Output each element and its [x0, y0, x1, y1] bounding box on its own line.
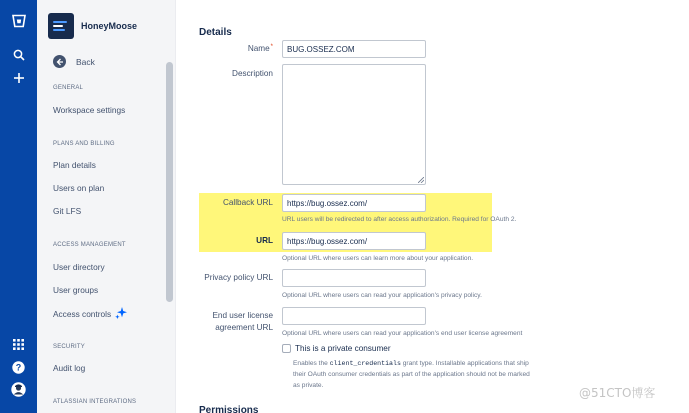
workspace-name: HoneyMoose — [81, 21, 138, 31]
workspace-header[interactable] — [48, 13, 137, 39]
svg-text:?: ? — [15, 362, 22, 373]
settings-sidebar — [37, 0, 176, 413]
section-title-details: Details — [199, 27, 232, 38]
eula-label-line1: End user license — [212, 311, 273, 320]
private-help-line1-suffix: grant type. Installable applications that ship — [402, 360, 529, 367]
sidebar-item-access-controls[interactable] — [53, 307, 127, 321]
callback-url-label: Callback URL — [222, 198, 273, 207]
name-label — [248, 44, 273, 53]
url-input[interactable]: https://bug.ossez.com/ — [282, 232, 426, 250]
url-label: URL — [256, 236, 273, 245]
global-nav — [0, 0, 37, 413]
sidebar-item-plan-details[interactable]: Plan details — [53, 160, 96, 170]
watermark: @51CTO博客 — [579, 386, 656, 400]
user-avatar-icon[interactable] — [0, 378, 37, 400]
access-management-heading: ACCESS MANAGEMENT — [53, 242, 126, 248]
search-icon[interactable] — [0, 44, 37, 66]
private-consumer-row[interactable] — [282, 344, 391, 353]
back-button[interactable] — [53, 55, 95, 68]
sidebar-item-users-on-plan[interactable]: Users on plan — [53, 183, 105, 193]
oauth-consumer-form — [177, 0, 689, 413]
create-plus-icon[interactable] — [0, 67, 37, 89]
general-heading: GENERAL — [53, 85, 84, 91]
private-help-prefix: Enables the — [293, 360, 328, 367]
resize-handle-icon[interactable] — [418, 177, 424, 183]
url-help: Optional URL where users can learn more about your application. — [282, 255, 474, 262]
plans-billing-heading: PLANS AND BILLING — [53, 141, 115, 147]
workspace-avatar — [48, 13, 74, 39]
sidebar-item-workspace-settings[interactable]: Workspace settings — [53, 105, 126, 115]
description-label: Description — [232, 69, 273, 78]
atlassian-integrations-heading: ATLASSIAN INTEGRATIONS — [53, 399, 137, 405]
sidebar-scrollbar[interactable] — [166, 62, 173, 302]
description-textarea[interactable] — [282, 64, 426, 185]
arrow-left-icon — [53, 55, 66, 68]
privacy-policy-help: Optional URL where users can read your application's privacy policy. — [282, 292, 482, 299]
required-mark: * — [270, 44, 273, 50]
private-consumer-help-line3: as private. — [293, 382, 324, 389]
private-consumer-label: This is a private consumer — [295, 344, 391, 353]
callback-url-help: URL users will be redirected to after access authorization. Required for OAuth 2. — [282, 216, 517, 223]
access-controls-label: Access controls — [53, 309, 112, 319]
eula-help: Optional URL where users can read your application's end user license agreement — [282, 330, 523, 337]
callback-url-input[interactable]: https://bug.ossez.com/ — [282, 194, 426, 212]
private-consumer-checkbox[interactable] — [282, 344, 291, 353]
sidebar-item-git-lfs[interactable]: Git LFS — [53, 206, 82, 216]
sidebar-item-user-directory[interactable]: User directory — [53, 262, 105, 272]
eula-label-line2: agreement URL — [215, 323, 273, 332]
bitbucket-logo-icon[interactable] — [0, 10, 37, 32]
section-title-permissions: Permissions — [199, 405, 259, 413]
sparkle-icon — [115, 307, 127, 321]
back-label: Back — [76, 56, 95, 67]
name-label-text: Name — [247, 44, 270, 53]
privacy-policy-label: Privacy policy URL — [204, 273, 273, 282]
sidebar-item-user-groups[interactable]: User groups — [53, 285, 99, 295]
help-icon[interactable] — [0, 356, 37, 378]
app-switcher-icon[interactable] — [0, 333, 37, 355]
security-heading: SECURITY — [53, 344, 85, 350]
privacy-policy-input[interactable] — [282, 269, 426, 287]
sidebar-item-audit-log[interactable]: Audit log — [53, 363, 86, 373]
client-credentials-code: client_credentials — [329, 360, 401, 367]
eula-input[interactable] — [282, 307, 426, 325]
private-consumer-help-line2: their OAuth consumer credentials as part of the application should not be marked — [293, 371, 530, 378]
name-input[interactable]: BUG.OSSEZ.COM — [282, 40, 426, 58]
private-consumer-help-line1 — [293, 360, 529, 367]
